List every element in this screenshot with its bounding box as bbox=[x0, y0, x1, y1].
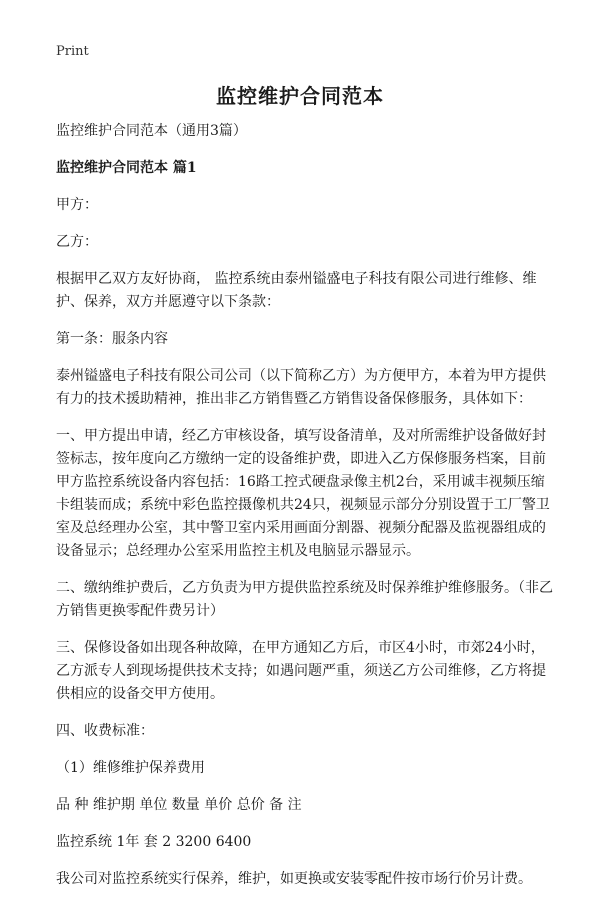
intro-paragraph: 根据甲乙双方友好协商， 监控系统由泰州镒盛电子科技有限公司进行维修、维护、保养，双方并愿遵守以下条款： bbox=[56, 271, 537, 310]
party-a-line: 甲方： bbox=[56, 197, 98, 213]
fee-table-header: 品 种 维护期 单位 数量 单价 总价 备 注 bbox=[56, 797, 302, 813]
party-b-line: 乙方： bbox=[56, 234, 98, 250]
article-1-heading: 第一条：服条内容 bbox=[56, 331, 168, 347]
document-body bbox=[56, 120, 556, 905]
paragraph-clause-4: 四、收费标准： bbox=[56, 723, 154, 739]
document-title: 监控维护合同范本 bbox=[216, 84, 384, 108]
paragraph-clause-3: 三、保修设备如出现各种故障，在甲方通知乙方后，市区4小时，市郊24小时，乙方派专人到现场提供技术支持；如遇问题严重，须送乙方公司维修，乙方将提供相应的设备交甲方使用。 bbox=[56, 640, 546, 702]
print-label: Print bbox=[56, 44, 89, 59]
paragraph-clause-2: 二、缴纳维护费后，乙方负责为甲方提供监控系统及时保养维护维修服务。（非乙方销售更换零配件费另计） bbox=[56, 580, 553, 619]
section-heading: 监控维护合同范本 篇1 bbox=[56, 160, 197, 176]
paragraph-clause-1: 一、甲方提出申请，经乙方审核设备，填写设备清单，及对所需维护设备做好封签标志，按年度向乙方缴纳一定的设备维护费，即进入乙方保修服务档案，目前甲方监控系统设备内容包括：16路工控式硬盘录像主机2台，采用诚丰视频压缩卡组装而成；系统中彩色监控摄像机共24只，视频显示部分分别设置于工厂警卫室及总经理办公室，其中警卫室内采用画面分割器、视频分配器及监视器组成的设备显示；总经理办公室采用监控主机及电脑显示器显示。 bbox=[56, 428, 550, 559]
paragraph-fee-note: 我公司对监控系统实行保养，维护，如更换或安装零配件按市场行价另计费。 bbox=[56, 871, 532, 887]
document-subtitle: 监控维护合同范本（通用3篇） bbox=[56, 123, 247, 139]
fee-table-row: 监控系统 1年 套 2 3200 6400 bbox=[56, 834, 252, 850]
paragraph-service-intro: 泰州镒盛电子科技有限公司公司（以下简称乙方）为方便甲方，本着为甲方提供有力的技术援助精神，推出非乙方销售暨乙方销售设备保修服务，具体如下： bbox=[56, 368, 546, 407]
paragraph-fee-item: （1）维修维护保养费用 bbox=[56, 760, 205, 776]
